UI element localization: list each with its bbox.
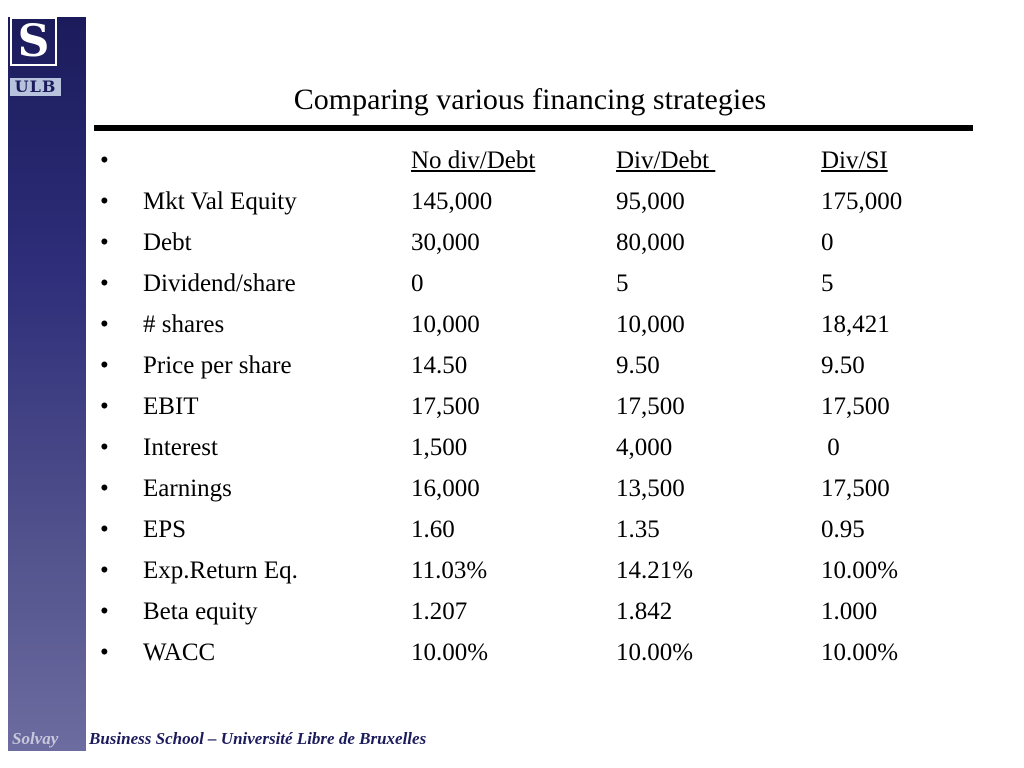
value-div-si: 17,500 <box>821 393 890 420</box>
slide-title: Comparing various financing strategies <box>293 83 767 116</box>
value-div-debt: 1.35 <box>616 516 660 543</box>
value-no-div-debt: 10,000 <box>411 311 480 338</box>
row-label: Exp.Return Eq. <box>143 557 298 584</box>
row-label: Beta equity <box>143 598 258 625</box>
value-div-debt: 10.00% <box>616 639 694 666</box>
row-label: Debt <box>143 229 192 256</box>
row-label: # shares <box>143 311 225 338</box>
header-div-si: Div/SI <box>821 147 888 174</box>
footer-school: Business School – Université Libre de Bruxelles <box>89 729 427 748</box>
value-div-si: 0 <box>821 434 840 461</box>
value-div-debt: 9.50 <box>616 352 660 379</box>
value-no-div-debt: 1.207 <box>411 598 468 625</box>
row-label: Price per share <box>143 352 292 379</box>
table-row <box>100 432 980 473</box>
value-div-si: 17,500 <box>821 475 890 502</box>
table-row <box>100 596 980 637</box>
financing-table <box>100 145 980 678</box>
table-header-row <box>100 145 980 186</box>
value-div-si: 0.95 <box>821 516 865 543</box>
footer-solvay: Solvay <box>12 729 59 748</box>
header-div-debt: Div/Debt <box>616 147 716 174</box>
value-no-div-debt: 0 <box>411 270 424 297</box>
value-div-debt: 10,000 <box>616 311 685 338</box>
table-row <box>100 350 980 391</box>
row-label: EBIT <box>143 393 199 420</box>
value-no-div-debt: 145,000 <box>411 188 493 215</box>
bullet: • <box>100 270 109 297</box>
value-div-debt: 5 <box>616 270 629 297</box>
bullet: • <box>100 147 109 174</box>
value-no-div-debt: 1,500 <box>411 434 468 461</box>
value-no-div-debt: 11.03% <box>411 557 488 584</box>
table-row <box>100 514 980 555</box>
table-row <box>100 391 980 432</box>
value-div-debt: 17,500 <box>616 393 685 420</box>
row-label: Earnings <box>143 475 232 502</box>
value-div-debt: 4,000 <box>616 434 673 461</box>
table-row <box>100 555 980 596</box>
value-no-div-debt: 14.50 <box>411 352 468 379</box>
bullet: • <box>100 434 109 461</box>
bullet: • <box>100 598 109 625</box>
value-no-div-debt: 1.60 <box>411 516 455 543</box>
value-div-si: 9.50 <box>821 352 865 379</box>
row-label: Mkt Val Equity <box>143 188 297 215</box>
value-div-si: 5 <box>821 270 834 297</box>
bullet: • <box>100 229 109 256</box>
table-row <box>100 637 980 678</box>
value-div-si: 175,000 <box>821 188 903 215</box>
title-rule <box>94 125 973 131</box>
value-div-si: 18,421 <box>821 311 890 338</box>
value-div-debt: 14.21% <box>616 557 694 584</box>
sidebar-band <box>8 17 86 751</box>
value-div-debt: 1.842 <box>616 598 673 625</box>
bullet: • <box>100 557 109 584</box>
value-div-si: 0 <box>821 229 834 256</box>
value-div-si: 1.000 <box>821 598 878 625</box>
value-no-div-debt: 30,000 <box>411 229 480 256</box>
bullet: • <box>100 188 109 215</box>
row-label: EPS <box>143 516 187 543</box>
row-label: Dividend/share <box>143 270 296 297</box>
header-no-div-debt: No div/Debt <box>411 147 536 174</box>
value-div-debt: 95,000 <box>616 188 685 215</box>
row-label: WACC <box>143 639 216 666</box>
value-div-si: 10.00% <box>821 639 899 666</box>
bullet: • <box>100 352 109 379</box>
row-label: Interest <box>143 434 218 461</box>
solvay-logo: S <box>10 17 57 66</box>
value-no-div-debt: 10.00% <box>411 639 489 666</box>
table-row <box>100 227 980 268</box>
value-no-div-debt: 17,500 <box>411 393 480 420</box>
value-no-div-debt: 16,000 <box>411 475 480 502</box>
bullet: • <box>100 393 109 420</box>
bullet: • <box>100 311 109 338</box>
table-row <box>100 186 980 227</box>
value-div-si: 10.00% <box>821 557 899 584</box>
table-row <box>100 309 980 350</box>
bullet: • <box>100 516 109 543</box>
value-div-debt: 13,500 <box>616 475 685 502</box>
bullet: • <box>100 475 109 502</box>
ulb-logo: ULB <box>10 78 61 96</box>
value-div-debt: 80,000 <box>616 229 685 256</box>
bullet: • <box>100 639 109 666</box>
table-row <box>100 473 980 514</box>
table-body <box>100 186 980 678</box>
table-row <box>100 268 980 309</box>
